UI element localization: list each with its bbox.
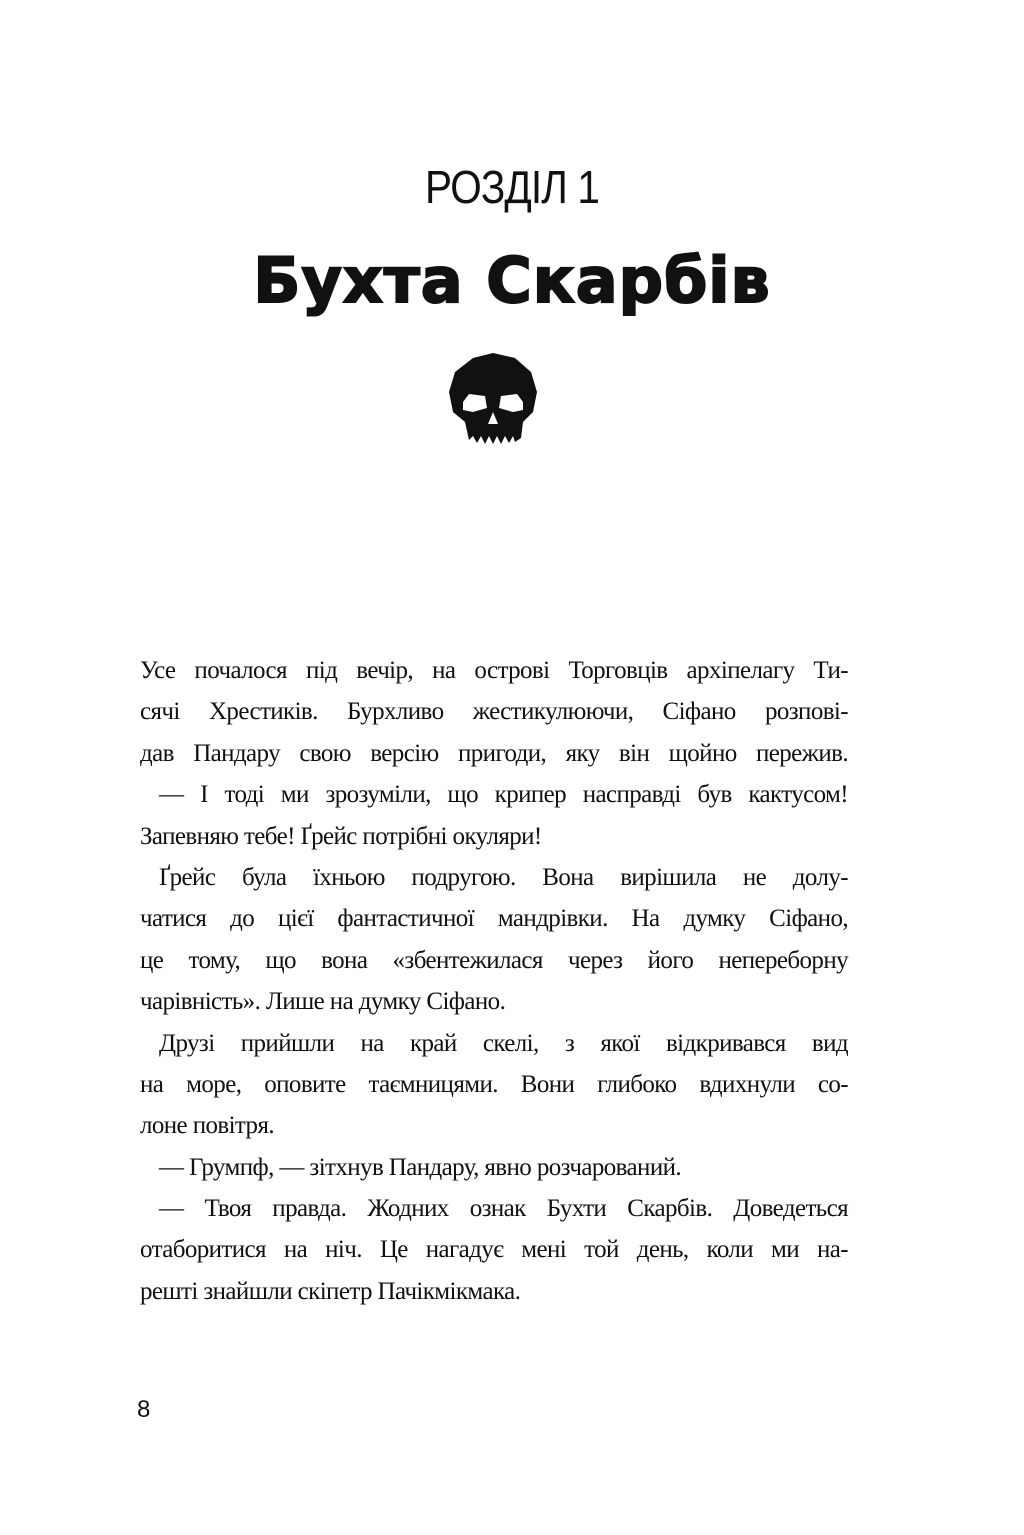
text-line: Усе почалося під вечір, на острові Торговців архіпелагу Ти- <box>140 657 848 684</box>
text-line: Ґрейс була їхньою подругою. Вона вирішила не долу- <box>159 863 848 891</box>
skull-icon <box>443 350 543 450</box>
text-line: чарівність». Лише на думку Сіфано. <box>140 988 506 1016</box>
text-line: — І тоді ми зрозуміли, що крипер насправді був кактусом! <box>159 781 848 809</box>
text-line: сячі Хрестиків. Бурхливо жестикулюючи, Сіфано розпові- <box>140 698 848 726</box>
text-line: решті знайшли скіпетр Пачікмікмака. <box>140 1277 521 1305</box>
chapter-label: РОЗДІЛ 1 <box>424 161 599 213</box>
text-line: чатися до цієї фантастичної мандрівки. На думку Сіфано, <box>140 905 848 933</box>
text-line: отаборитися на ніч. Це нагадує мені той день, коли ми на- <box>140 1236 848 1264</box>
text-line: — Твоя правда. Жодних ознак Бухти Скарбів. Доведеться <box>159 1195 848 1223</box>
body-text <box>140 650 848 1312</box>
text-line: дав Пандару свою версію пригоди, яку він щойно пережив. <box>140 739 848 767</box>
text-line: — Грумпф, — зітхнув Пандару, явно розчарований. <box>159 1153 682 1181</box>
page-number: 8 <box>137 1396 151 1423</box>
chapter-title: Бухта Скарбів <box>253 244 771 317</box>
text-line: Друзі прийшли на край скелі, з якої відкривався вид <box>159 1029 848 1057</box>
text-line: це тому, що вона «збентежилася через його непереборну <box>140 946 848 974</box>
text-line: Запевняю тебе! Ґрейс потрібні окуляри! <box>140 822 542 850</box>
text-line: на море, оповите таємницями. Вони глибоко вдихнули со- <box>140 1070 848 1098</box>
text-line: лоне повітря. <box>140 1112 275 1140</box>
